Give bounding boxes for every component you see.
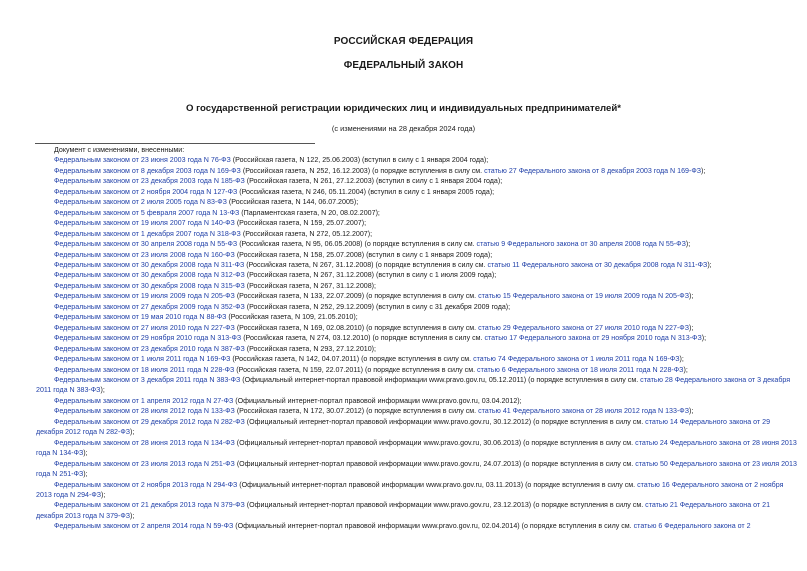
closing-punctuation: ); [679, 355, 684, 364]
amendment-item [36, 323, 798, 333]
publication-note: (Российская газета, N 158, 25.07.2008) (вступил в силу с 1 января 2009 года); [234, 250, 493, 259]
amendment-item [36, 291, 798, 301]
amendment-item [36, 155, 798, 165]
amendment-item [36, 260, 798, 270]
amending-law-link[interactable]: Федеральным законом от 30 декабря 2008 года N 311-ФЗ [54, 260, 245, 269]
publication-note: (Российская газета, N 159, 25.07.2007); [234, 219, 367, 228]
amending-law-link[interactable]: Федеральным законом от 8 декабря 2003 года N 169-ФЗ [54, 166, 241, 175]
publication-note: (Официальный интернет-портал правовой информации www.pravo.gov.ru, 30.12.2012) (о порядке вступления в силу см. [244, 417, 646, 426]
amendment-item [36, 312, 798, 322]
amendment-item [36, 239, 798, 249]
amendment-item [36, 375, 798, 396]
edition-note: (с изменениями на 28 декабря 2024 года) [331, 124, 476, 133]
publication-note: (Российская газета, N 159, 22.07.2011) (о порядке вступления в силу см. [234, 365, 478, 374]
amending-law-link[interactable]: Федеральным законом от 23 июля 2013 года N 251-ФЗ [54, 459, 235, 468]
amending-law-link[interactable]: Федеральным законом от 23 июня 2003 года N 76-ФЗ [54, 156, 231, 165]
closing-punctuation: ); [101, 490, 106, 499]
amendment-item [36, 396, 798, 406]
closing-punctuation: ); [130, 428, 135, 437]
effective-article-link[interactable]: статью 41 Федерального закона от 28 июля 2012 года N 133-ФЗ [478, 407, 689, 416]
amending-law-link[interactable]: Федеральным законом от 3 декабря 2011 года N 383-ФЗ [54, 375, 241, 384]
effective-article-link[interactable]: статью 27 Федерального закона от 8 декабря 2003 года N 169-ФЗ [484, 166, 702, 175]
effective-article-link[interactable]: статью 16 Федерального закона от 2 ноября 2013 года N 294-ФЗ [36, 480, 784, 499]
publication-note: (Российская газета, N 272, 05.12.2007); [240, 229, 373, 238]
amendment-item [36, 176, 798, 186]
amending-law-link[interactable]: Федеральным законом от 27 декабря 2009 года N 352-ФЗ [54, 302, 245, 311]
amendment-item [36, 270, 798, 280]
doc-type-heading: ФЕДЕРАЛЬНЫЙ ЗАКОН [343, 60, 464, 71]
publication-note: (Официальный интернет-портал правовой информации www.pravo.gov.ru, 05.12.2011) (о порядке вступления в силу см. [240, 375, 641, 384]
amending-law-link[interactable]: Федеральным законом от 5 февраля 2007 года N 13-ФЗ [54, 208, 240, 217]
amending-law-link[interactable]: Федеральным законом от 29 ноября 2010 года N 313-ФЗ [54, 334, 242, 343]
amendment-item [36, 417, 798, 438]
amending-law-link[interactable]: Федеральным законом от 21 декабря 2013 года N 379-ФЗ [54, 501, 245, 510]
publication-note: (Официальный интернет-портал правовой информации www.pravo.gov.ru, 03.11.2013) (о порядке вступления в силу см. [237, 480, 638, 489]
amending-law-link[interactable]: Федеральным законом от 23 декабря 2010 года N 387-ФЗ [54, 344, 245, 353]
amending-law-link[interactable]: Федеральным законом от 1 июля 2011 года N 169-ФЗ [54, 355, 231, 364]
closing-punctuation: ); [83, 470, 88, 479]
amendment-item [36, 459, 798, 480]
effective-article-link[interactable]: статью 17 Федерального закона от 29 ноября 2010 года N 313-ФЗ [484, 334, 702, 343]
closing-punctuation: ); [685, 240, 691, 249]
amendment-item [36, 166, 798, 176]
closing-punctuation: ); [689, 323, 694, 332]
publication-note: (Российская газета, N 261, 27.12.2003) (вступил в силу с 1 января 2004 года); [244, 177, 503, 186]
publication-note: (Российская газета, N 267, 31.12.2008) (о порядке вступления в силу см. [244, 260, 488, 269]
closing-punctuation: ); [683, 365, 688, 374]
amendments-list [36, 145, 798, 532]
effective-article-link[interactable]: статью 11 Федерального закона от 30 декабря 2008 года N 311-ФЗ [487, 260, 708, 269]
closing-punctuation: ); [100, 386, 105, 395]
publication-note: (Российская газета, N 133, 22.07.2009) (о порядке вступления в силу см. [234, 292, 479, 301]
amending-law-link[interactable]: Федеральным законом от 19 июля 2009 года N 205-ФЗ [54, 292, 235, 301]
publication-note: (Российская газета, N 122, 25.06.2003) (вступил в силу с 1 января 2004 года); [230, 156, 489, 165]
amendment-item [36, 438, 798, 459]
publication-note: (Российская газета, N 267, 31.12.2008); [244, 281, 377, 290]
amendment-item [36, 250, 798, 260]
amending-law-link[interactable]: Федеральным законом от 23 декабря 2003 года N 185-ФЗ [54, 177, 245, 186]
amending-law-link[interactable]: Федеральным законом от 18 июля 2011 года N 228-ФЗ [54, 365, 235, 374]
amendment-item [36, 302, 798, 312]
closing-punctuation: ); [130, 511, 135, 520]
effective-article-link[interactable]: статью 74 Федерального закона от 1 июля 2011 года N 169-ФЗ [473, 355, 680, 364]
header-divider [35, 143, 315, 144]
closing-punctuation: ); [707, 260, 712, 269]
amending-law-link[interactable]: Федеральным законом от 30 декабря 2008 года N 312-ФЗ [54, 271, 245, 280]
amendment-item [36, 521, 798, 531]
amending-law-link[interactable]: Федеральным законом от 2 июля 2005 года N 83-ФЗ [54, 198, 227, 207]
amending-law-link[interactable]: Федеральным законом от 1 апреля 2012 года N 27-ФЗ [54, 396, 234, 405]
amending-law-link[interactable]: Федеральным законом от 19 июля 2007 года N 140-ФЗ [54, 219, 235, 228]
publication-note: (Российская газета, N 169, 02.08.2010) (о порядке вступления в силу см. [234, 323, 479, 332]
closing-punctuation: ); [701, 166, 706, 175]
publication-note: (Российская газета, N 252, 29.12.2009) (вступил в силу с 31 декабря 2009 года); [244, 302, 511, 311]
amending-law-link[interactable]: Федеральным законом от 2 ноября 2013 года N 294-ФЗ [54, 480, 238, 489]
closing-punctuation: ); [701, 334, 707, 343]
closing-punctuation: ); [689, 292, 694, 301]
publication-note: (Российская газета, N 274, 03.12.2010) (о порядке вступления в силу см. [241, 334, 485, 343]
effective-article-link[interactable]: статью 21 Федерального закона от 21 декабря 2013 года N 379-ФЗ [36, 501, 771, 520]
effective-article-link[interactable]: статью 6 Федерального закона от 2 [633, 522, 751, 531]
law-title: О государственной регистрации юридических лиц и индивидуальных предпринимателей* [186, 103, 621, 114]
amending-law-link[interactable]: Федеральным законом от 1 декабря 2007 года N 318-ФЗ [54, 229, 241, 238]
amending-law-link[interactable]: Федеральным законом от 23 июля 2008 года N 160-ФЗ [54, 250, 235, 259]
publication-note: (Российская газета, N 95, 06.05.2008) (о порядке вступления в силу см. [237, 240, 477, 249]
effective-article-link[interactable]: статью 14 Федерального закона от 29 декабря 2012 года N 282-ФЗ [36, 417, 771, 437]
amending-law-link[interactable]: Федеральным законом от 19 мая 2010 года N 88-ФЗ [54, 313, 227, 322]
amending-law-link[interactable]: Федеральным законом от 29 декабря 2012 года N 282-ФЗ [54, 417, 245, 426]
amendment-item [36, 229, 798, 239]
amendment-item [36, 406, 798, 416]
effective-article-link[interactable]: статью 6 Федерального закона от 18 июля 2011 года N 228-ФЗ [477, 365, 684, 374]
publication-note: (Официальный интернет-портал правовой информации www.pravo.gov.ru, 03.04.2012); [233, 396, 522, 405]
amendment-item [36, 208, 798, 218]
amending-law-link[interactable]: Федеральным законом от 28 июля 2012 года N 133-ФЗ [54, 407, 235, 416]
amending-law-link[interactable]: Федеральным законом от 30 апреля 2008 года N 55-ФЗ [54, 240, 238, 249]
publication-note: (Российская газета, N 142, 04.07.2011) (о порядке вступления в силу см. [230, 355, 474, 364]
publication-note: (Российская газета, N 252, 16.12.2003) (о порядке вступления в силу см. [240, 166, 485, 175]
amending-law-link[interactable]: Федеральным законом от 27 июля 2010 года N 227-ФЗ [54, 323, 235, 332]
amendment-item [36, 197, 798, 207]
publication-note: (Официальный интернет-портал правовой информации www.pravo.gov.ru, 30.06.2013) (о порядке вступления в силу см. [234, 438, 636, 447]
publication-note: (Российская газета, N 144, 06.07.2005); [226, 198, 359, 207]
publication-note: (Официальный интернет-портал правовой информации www.pravo.gov.ru, 23.12.2013) (о порядке вступления в силу см. [244, 501, 646, 510]
amending-law-link[interactable]: Федеральным законом от 30 декабря 2008 года N 315-ФЗ [54, 281, 245, 290]
amendment-item [36, 344, 798, 354]
amendment-item [36, 365, 798, 375]
publication-note: (Российская газета, N 293, 27.12.2010); [244, 344, 377, 353]
effective-article-link[interactable]: статью 29 Федерального закона от 27 июля 2010 года N 227-ФЗ [478, 323, 689, 332]
publication-note: (Российская газета, N 172, 30.07.2012) (о порядке вступления в силу см. [234, 407, 479, 416]
amending-law-link[interactable]: Федеральным законом от 28 июня 2013 года N 134-ФЗ [54, 438, 235, 447]
publication-note: (Парламентская газета, N 20, 08.02.2007); [239, 208, 380, 217]
amendments-header: Документ с изменениями, внесенными: [54, 146, 185, 154]
effective-article-link[interactable]: статью 15 Федерального закона от 19 июля 2009 года N 205-ФЗ [478, 292, 689, 301]
effective-article-link[interactable]: статью 9 Федерального закона от 30 апреля 2008 года N 55-ФЗ [476, 240, 686, 249]
amendment-item [36, 333, 798, 343]
amendment-item [36, 354, 798, 364]
amendment-item [36, 500, 798, 521]
closing-punctuation: ); [83, 449, 88, 458]
amendment-item [36, 281, 798, 291]
effective-article-link[interactable]: статью 24 Федерального закона от 28 июня 2013 года N 134-ФЗ [36, 438, 797, 458]
effective-article-link[interactable]: статью 28 Федерального закона от 3 декабря 2011 года N 383-ФЗ [36, 375, 791, 395]
publication-note: (Официальный интернет-портал правовой информации www.pravo.gov.ru, 24.07.2013) (о порядке вступления в силу см. [234, 459, 636, 468]
closing-punctuation: ); [689, 407, 694, 416]
amendment-item [36, 480, 798, 501]
amendment-item [36, 218, 798, 228]
publication-note: (Российская газета, N 246, 05.11.2004) (вступил в силу с 1 января 2005 года); [237, 187, 495, 196]
amending-law-link[interactable]: Федеральным законом от 2 ноября 2004 года N 127-ФЗ [54, 187, 238, 196]
publication-note: (Российская газета, N 267, 31.12.2008) (вступил в силу с 1 июля 2009 года); [244, 271, 497, 280]
effective-article-link[interactable]: статью 50 Федерального закона от 23 июля 2013 года N 251-ФЗ [36, 459, 797, 479]
publication-note: (Российская газета, N 109, 21.05.2010); [226, 313, 358, 322]
publication-note: (Официальный интернет-портал правовой информации www.pravo.gov.ru, 02.04.2014) (о порядке вступления в силу см. [233, 522, 634, 531]
amending-law-link[interactable]: Федеральным законом от 2 апреля 2014 года N 59-ФЗ [54, 522, 234, 531]
country-heading: РОССИЙСКАЯ ФЕДЕРАЦИЯ [333, 36, 474, 47]
amendment-item [36, 187, 798, 197]
